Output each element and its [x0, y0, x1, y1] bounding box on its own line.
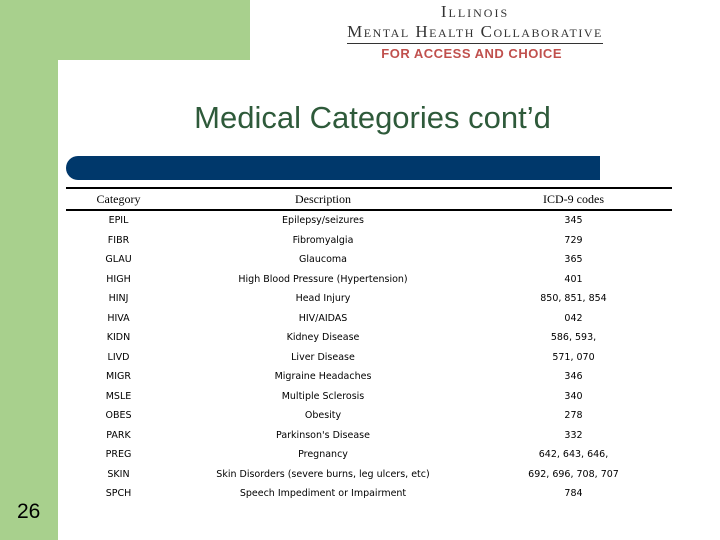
cell-description: Fibromyalgia	[292, 234, 354, 246]
cell-category: PREG	[105, 449, 132, 461]
table-row	[66, 231, 672, 251]
cell-description: HIV/AIDAS	[298, 312, 348, 324]
cell-description: Pregnancy	[298, 449, 348, 461]
cell-description: Speech Impediment or Impairment	[239, 488, 407, 500]
cell-codes: 729	[564, 234, 583, 246]
table-row	[66, 465, 672, 485]
slide-title: Medical Categories cont’d	[194, 100, 551, 135]
cell-category: SPCH	[105, 488, 132, 500]
cell-codes: 784	[564, 488, 583, 500]
cell-description: Obesity	[304, 410, 342, 422]
title-underline-bar	[66, 156, 600, 180]
cell-description: Glaucoma	[299, 254, 347, 266]
cell-category: GLAU	[105, 254, 132, 266]
cell-codes: 365	[564, 254, 583, 266]
logo-line-2: Mental Health Collaborative	[347, 22, 603, 44]
cell-category: LIVD	[107, 351, 130, 363]
cell-description: Parkinson's Disease	[276, 429, 370, 441]
table-row	[66, 445, 672, 465]
table-row	[66, 328, 672, 348]
cell-codes: 042	[564, 312, 583, 324]
cell-codes: 346	[564, 371, 583, 383]
cell-codes: 278	[564, 410, 583, 422]
cell-codes: 340	[564, 390, 583, 402]
header-icd9: ICD-9 codes	[475, 188, 672, 210]
table-header-row	[66, 188, 672, 210]
cell-description: Liver Disease	[291, 351, 355, 363]
cell-category: OBES	[105, 410, 132, 422]
table-row	[66, 387, 672, 407]
cell-category: HINJ	[108, 293, 129, 305]
table-row	[66, 367, 672, 387]
cell-description: Multiple Sclerosis	[281, 390, 365, 402]
table-row	[66, 348, 672, 368]
cell-description: High Blood Pressure (Hypertension)	[238, 273, 408, 285]
cell-description: Epilepsy/seizures	[282, 215, 364, 227]
header-description: Description	[171, 188, 475, 210]
cell-codes: 850, 851, 854	[540, 293, 607, 305]
cell-codes: 571, 070	[552, 351, 595, 363]
table-row	[66, 210, 672, 231]
green-side-strip	[0, 0, 58, 540]
slide-title-wrap	[0, 100, 720, 136]
cell-description: Migraine Headaches	[274, 371, 372, 383]
cell-description: Skin Disorders (severe burns, leg ulcers, etc)	[216, 468, 430, 480]
cell-category: MIGR	[106, 371, 131, 383]
cell-category: KIDN	[106, 332, 131, 344]
table-row	[66, 484, 672, 504]
cell-description: Head Injury	[295, 293, 351, 305]
cell-category: HIVA	[107, 312, 130, 324]
table-row	[66, 309, 672, 329]
cell-category: MSLE	[105, 390, 132, 402]
table-row	[66, 250, 672, 270]
cell-category: SKIN	[107, 468, 130, 480]
table-row	[66, 426, 672, 446]
cell-codes: 642, 643, 646,	[538, 449, 609, 461]
cell-description: Kidney Disease	[286, 332, 360, 344]
cell-category: EPIL	[108, 215, 129, 227]
logo-line-1: Illinois	[440, 2, 510, 21]
green-top-block	[0, 0, 250, 60]
table-row	[66, 270, 672, 290]
page-number: 26	[17, 500, 41, 523]
cell-codes: 586, 593,	[550, 332, 597, 344]
header-category: Category	[66, 188, 171, 210]
logo	[300, 2, 650, 61]
cell-category: PARK	[106, 429, 131, 441]
categories-table	[66, 187, 672, 504]
cell-codes: 332	[564, 429, 583, 441]
table-row	[66, 289, 672, 309]
cell-codes: 401	[564, 273, 583, 285]
cell-codes: 345	[564, 215, 583, 227]
table-row	[66, 406, 672, 426]
cell-codes: 692, 696, 708, 707	[528, 468, 619, 480]
logo-tagline: FOR ACCESS AND CHOICE	[381, 46, 562, 61]
cell-category: FIBR	[107, 234, 130, 246]
cell-category: HIGH	[106, 273, 131, 285]
